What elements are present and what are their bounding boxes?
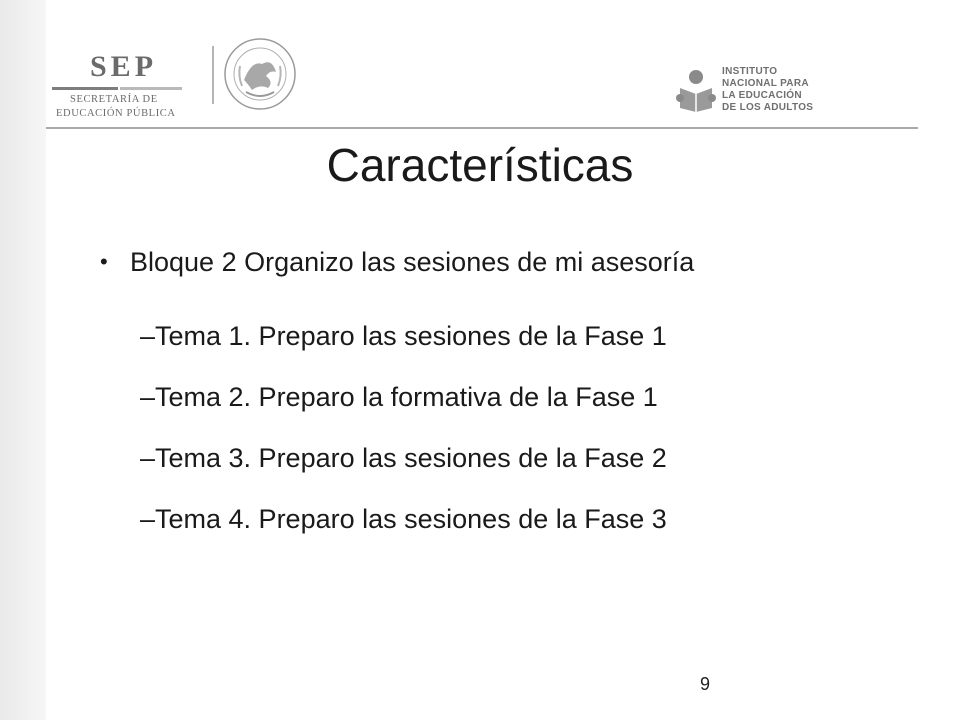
bullet-text: Bloque 2 Organizo las sesiones de mi asesoría	[130, 247, 695, 277]
slide-body	[100, 240, 900, 550]
sep-acronym: SEP	[90, 50, 158, 83]
sep-rule-dark	[52, 87, 118, 90]
inea-line: DE LOS ADULTOS	[722, 102, 814, 113]
inea-line: LA EDUCACIÓN	[722, 90, 802, 101]
inea-line: INSTITUTO	[722, 66, 778, 77]
subitem-tema-3: –Tema 3. Preparo las sesiones de la Fase 2	[140, 443, 667, 473]
slide-header	[46, 0, 960, 128]
sep-rule-light	[120, 87, 182, 90]
sep-line2: EDUCACIÓN PÚBLICA	[56, 108, 176, 119]
inea-name	[722, 66, 813, 114]
inea-logo	[676, 62, 856, 118]
inea-line: NACIONAL PARA	[722, 78, 809, 89]
subitem-list	[100, 306, 900, 550]
slide-title: Características	[326, 139, 634, 191]
header-rule	[46, 127, 918, 129]
bullet-marker: •	[100, 249, 108, 274]
mexican-seal-icon	[222, 36, 298, 112]
bullet-item	[100, 240, 900, 284]
inea-reader-icon	[676, 68, 716, 112]
subitem-tema-2: –Tema 2. Preparo la formativa de la Fase 1	[140, 382, 658, 412]
left-margin-band	[0, 0, 46, 720]
sep-logo	[46, 46, 196, 119]
subitem-tema-4: –Tema 4. Preparo las sesiones de la Fase 3	[140, 504, 667, 534]
logo-divider	[212, 46, 214, 104]
page-number: 9	[699, 674, 710, 694]
sep-line1: SECRETARÍA DE	[70, 94, 158, 105]
subitem-tema-1: –Tema 1. Preparo las sesiones de la Fase 1	[140, 321, 667, 351]
